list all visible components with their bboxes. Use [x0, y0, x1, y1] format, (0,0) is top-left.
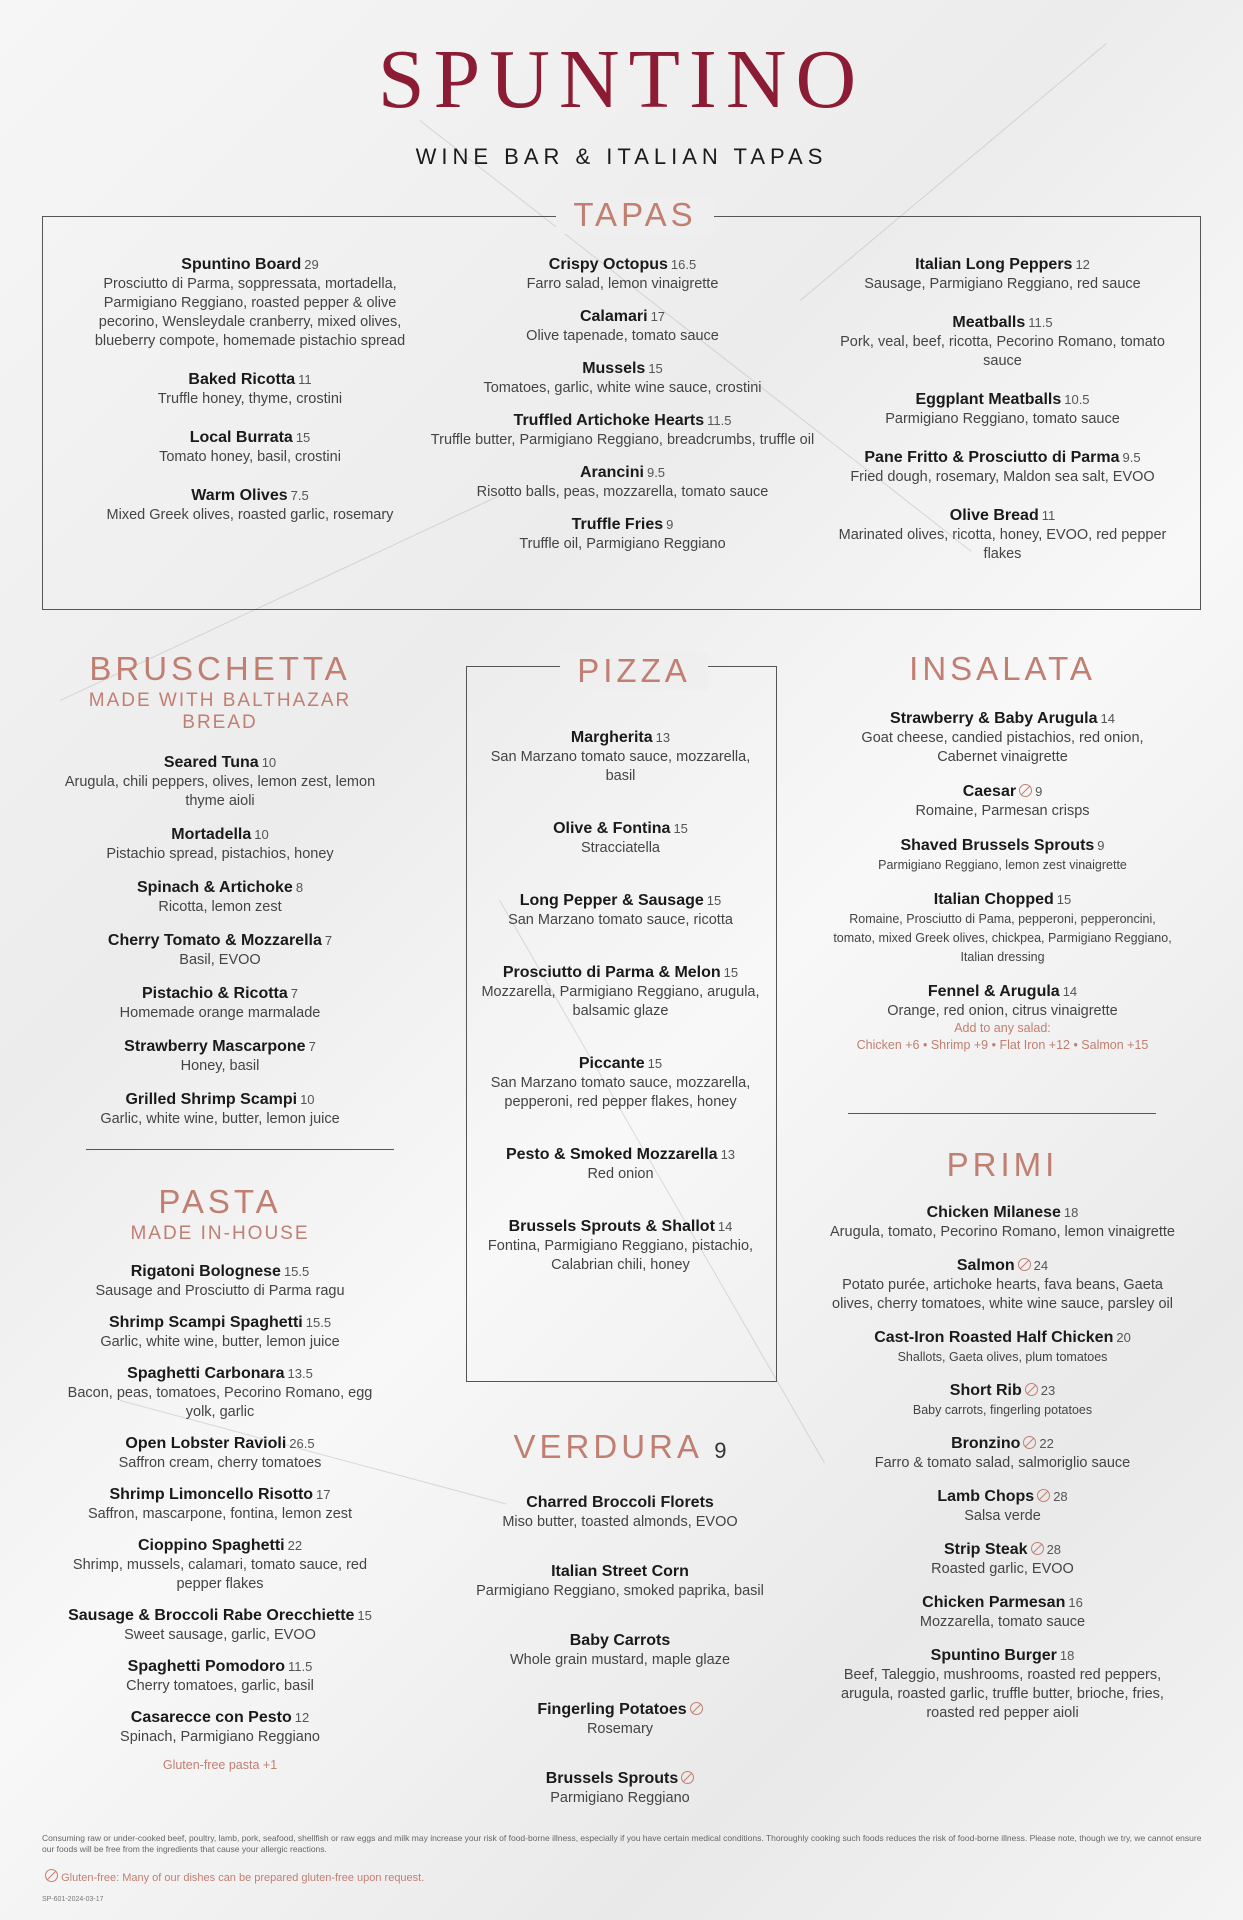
item-price: 13	[720, 1147, 736, 1162]
item-description: Roasted garlic, EVOO	[931, 1561, 1074, 1577]
item-price: 17	[650, 309, 666, 324]
item-price: 18	[1063, 1205, 1079, 1220]
item-description: Whole grain mustard, maple glaze	[509, 1652, 731, 1668]
footer	[42, 1833, 1202, 1905]
item-description: San Marzano tomato sauce, mozzarella, basil	[490, 749, 751, 784]
menu-item	[420, 464, 825, 502]
item-description: Romaine, Prosciutto di Pama, pepperoni, pepperoncini, tomato, mixed Greek olives, chickpea, Parmigiano Reggiano, Italian dressing	[833, 912, 1172, 964]
item-name: Eggplant Meatballs	[915, 391, 1062, 408]
item-name: Truffled Artichoke Hearts	[513, 412, 705, 429]
item-description: Prosciutto di Parma, soppressata, mortadella, Parmigiano Reggiano, roasted pepper & olive pecorino, Wensleydale cranberry, mixed olives, blueberry compote, homemade pistachio spread	[94, 276, 406, 349]
item-name: Meatballs	[952, 314, 1026, 331]
item-description: Shrimp, mussels, calamari, tomato sauce, red pepper flakes	[72, 1557, 368, 1592]
footer-code: SP-601-2024-03-17	[42, 1896, 104, 1903]
item-price: 28	[1053, 1489, 1068, 1504]
item-price: 16.5	[670, 257, 697, 272]
item-price: 7	[308, 1039, 316, 1054]
tapas-col-3	[830, 256, 1175, 584]
item-name: Fingerling Potatoes	[537, 1701, 687, 1718]
item-name: Chicken Milanese	[926, 1204, 1061, 1221]
primi-section	[830, 1146, 1175, 1738]
item-name: Baked Ricotta	[188, 371, 296, 388]
item-description: Sweet sausage, garlic, EVOO	[124, 1627, 316, 1643]
item-price: 18	[1059, 1648, 1075, 1663]
menu-item	[830, 1488, 1175, 1526]
item-price: 10	[300, 1092, 315, 1107]
item-description: Garlic, white wine, butter, lemon juice	[100, 1111, 340, 1127]
item-name: Short Rib	[949, 1382, 1022, 1399]
menu-item	[420, 360, 825, 398]
item-name: Pistachio & Ricotta	[141, 985, 288, 1002]
item-price: 15	[673, 821, 688, 836]
item-name: Crispy Octopus	[548, 256, 668, 273]
gluten-free-icon	[1025, 1383, 1038, 1396]
menu-item	[830, 1435, 1175, 1473]
insalata-section	[830, 650, 1175, 1052]
item-price: 15.5	[305, 1315, 332, 1330]
menu-item	[476, 1218, 765, 1275]
item-description: Sausage, Parmigiano Reggiano, red sauce	[864, 276, 1141, 292]
item-description: Marinated olives, ricotta, honey, EVOO, red pepper flakes	[838, 527, 1167, 562]
menu-item	[60, 1537, 380, 1594]
item-description: Pork, veal, beef, ricotta, Pecorino Romano, tomato sauce	[840, 334, 1165, 369]
item-name: Shaved Brussels Sprouts	[900, 837, 1095, 854]
menu-item	[420, 516, 825, 554]
pizza-title: PIZZA	[560, 652, 708, 690]
item-name: Truffle Fries	[571, 516, 664, 533]
item-description: Mixed Greek olives, roasted garlic, rosemary	[106, 507, 394, 523]
gluten-free-icon	[1023, 1436, 1036, 1449]
menu-item	[830, 783, 1175, 821]
item-price: 9	[1097, 838, 1105, 853]
item-description: Basil, EVOO	[179, 952, 261, 968]
item-price: 15	[295, 430, 311, 445]
item-price: 14	[1100, 711, 1115, 726]
item-price: 15.5	[283, 1264, 310, 1279]
menu-item	[830, 256, 1175, 294]
pasta-section	[60, 1183, 380, 1772]
item-name: Strawberry & Baby Arugula	[890, 710, 1098, 727]
item-description: Parmigiano Reggiano, tomato sauce	[885, 411, 1120, 427]
gluten-free-icon	[1037, 1489, 1050, 1502]
menu-item	[476, 964, 765, 1021]
item-description: Tomatoes, garlic, white wine sauce, crostini	[483, 380, 762, 396]
item-name: Arancini	[579, 464, 644, 481]
menu-item	[476, 1146, 765, 1184]
item-price: 15	[357, 1608, 372, 1623]
item-name: Casarecce con Pesto	[130, 1709, 292, 1726]
item-description: Parmigiano Reggiano	[550, 1790, 690, 1806]
menu-item	[80, 371, 420, 409]
item-name: Pesto & Smoked Mozzarella	[505, 1146, 718, 1163]
menu-item	[830, 1329, 1175, 1367]
menu-item	[830, 837, 1175, 875]
item-description: Mozzarella, Parmigiano Reggiano, arugula, balsamic glaze	[481, 984, 760, 1019]
item-price: 20	[1116, 1330, 1131, 1345]
item-description: Romaine, Parmesan crisps	[915, 803, 1090, 819]
item-name: Strip Steak	[943, 1541, 1028, 1558]
item-name: Warm Olives	[191, 487, 288, 504]
item-name: Sausage & Broccoli Rabe Orecchiette	[68, 1607, 355, 1624]
item-description: Saffron, mascarpone, fontina, lemon zest	[87, 1506, 353, 1522]
bruschetta-section	[60, 650, 380, 1144]
item-name: Seared Tuna	[163, 754, 259, 771]
item-description: Truffle butter, Parmigiano Reggiano, breadcrumbs, truffle oil	[430, 432, 815, 448]
item-name: Cast-Iron Roasted Half Chicken	[874, 1329, 1114, 1346]
item-price: 14	[717, 1219, 733, 1234]
item-name: Italian Chopped	[933, 891, 1054, 908]
menu-item	[450, 1632, 790, 1670]
item-price: 10	[254, 827, 269, 842]
item-description: Olive tapenade, tomato sauce	[526, 328, 719, 344]
item-description: Saffron cream, cherry tomatoes	[118, 1455, 322, 1471]
item-name: Spinach & Artichoke	[136, 879, 293, 896]
item-price: 29	[304, 257, 319, 272]
item-description: Sausage and Prosciutto di Parma ragu	[95, 1283, 345, 1299]
pasta-title: PASTA	[158, 1183, 282, 1220]
item-price: 12	[294, 1710, 310, 1725]
menu-item	[476, 729, 765, 786]
item-description: Risotto balls, peas, mozzarella, tomato sauce	[476, 484, 769, 500]
menu-item	[60, 985, 380, 1023]
item-name: Mortadella	[171, 826, 252, 843]
menu-item	[80, 487, 420, 525]
menu-item	[60, 1365, 380, 1422]
item-name: Pane Fritto & Prosciutto di Parma	[864, 449, 1120, 466]
item-name: Grilled Shrimp Scampi	[125, 1091, 298, 1108]
item-name: Spaghetti Carbonara	[127, 1365, 285, 1382]
item-description: Bacon, peas, tomatoes, Pecorino Romano, egg yolk, garlic	[67, 1385, 373, 1420]
insalata-add-options: Chicken +6 • Shrimp +9 • Flat Iron +12 • Salmon +15	[856, 1038, 1149, 1052]
menu-item	[60, 879, 380, 917]
item-name: Lamb Chops	[937, 1488, 1035, 1505]
menu-item	[60, 1486, 380, 1524]
item-price: 13	[655, 730, 671, 745]
verdura-section	[450, 1428, 790, 1839]
item-price: 9	[666, 517, 674, 532]
tapas-col-2	[420, 256, 825, 568]
menu-item	[830, 507, 1175, 564]
pasta-list	[60, 1263, 380, 1747]
header	[0, 33, 1243, 170]
menu-item	[80, 429, 420, 467]
brand-logo: SPUNTINO	[377, 33, 866, 126]
item-price: 15	[706, 893, 722, 908]
item-price: 14	[1062, 984, 1078, 999]
item-price: 9.5	[646, 465, 666, 480]
menu-item	[476, 892, 765, 930]
item-price: 11	[298, 372, 312, 387]
item-description: San Marzano tomato sauce, ricotta	[508, 912, 733, 928]
item-description: Baby carrots, fingerling potatoes	[912, 1403, 1093, 1417]
item-price: 13.5	[287, 1366, 313, 1381]
item-description: Arugula, tomato, Pecorino Romano, lemon vinaigrette	[830, 1224, 1175, 1240]
footer-disclaimer: Consuming raw or under-cooked beef, poultry, lamb, pork, seafood, shellfish or raw eggs and milk may increase your risk of food-borne illness, especially if you have certain medical conditions. Thoroughly cooking such foods reduces the risk of food-borne illness. Please note, though we try, we cannot ensure our foods will be free from the ingredients that cause your allergic reactions.	[42, 1833, 1202, 1854]
item-description: Rosemary	[586, 1721, 654, 1737]
menu-item	[476, 1055, 765, 1112]
bruschetta-title: BRUSCHETTA	[89, 650, 351, 687]
insalata-add-label: Add to any salad:	[954, 1021, 1051, 1035]
item-name: Strawberry Mascarpone	[124, 1038, 306, 1055]
menu-item	[830, 1257, 1175, 1314]
item-name: Olive & Fontina	[553, 820, 671, 837]
item-name: Shrimp Scampi Spaghetti	[108, 1314, 303, 1331]
menu-item	[450, 1494, 790, 1532]
gluten-free-icon	[1019, 784, 1032, 797]
item-description: Parmigiano Reggiano, lemon zest vinaigrette	[878, 858, 1127, 872]
menu-item	[830, 1594, 1175, 1632]
gluten-free-icon	[690, 1702, 703, 1715]
item-name: Baby Carrots	[569, 1632, 671, 1649]
menu-item	[60, 826, 380, 864]
item-name: Fennel & Arugula	[927, 983, 1060, 1000]
menu-item	[60, 932, 380, 970]
item-description: Fontina, Parmigiano Reggiano, pistachio, Calabrian chili, honey	[487, 1238, 754, 1273]
item-description: Cherry tomatoes, garlic, basil	[126, 1678, 314, 1694]
menu-item	[830, 891, 1175, 967]
item-name: Calamari	[579, 308, 648, 325]
verdura-list	[450, 1494, 790, 1808]
footer-gluten-note: Gluten-free: Many of our dishes can be prepared gluten-free upon request.	[61, 1872, 425, 1884]
menu-item	[420, 308, 825, 346]
item-description: Potato purée, artichoke hearts, fava beans, Gaeta olives, cherry tomatoes, white wine sauce, parsley oil	[832, 1277, 1173, 1312]
item-price: 15	[723, 965, 739, 980]
menu-item	[60, 1263, 380, 1301]
item-name: Mussels	[582, 360, 646, 377]
item-name: Olive Bread	[949, 507, 1039, 524]
item-price: 11	[1041, 508, 1056, 523]
item-price: 15	[648, 361, 663, 376]
menu-item	[60, 1709, 380, 1747]
item-name: Spuntino Burger	[930, 1647, 1057, 1664]
item-price: 26.5	[289, 1436, 315, 1451]
insalata-list	[830, 710, 1175, 1021]
item-price: 9.5	[1122, 450, 1141, 465]
verdura-title: VERDURA	[513, 1428, 702, 1465]
item-price: 22	[287, 1538, 303, 1553]
menu-item	[450, 1701, 790, 1739]
item-price: 10	[261, 755, 277, 770]
item-name: Bronzino	[951, 1435, 1021, 1452]
item-description: Beef, Taleggio, mushrooms, roasted red peppers, arugula, roasted garlic, truffle butter, brioche, fries, roasted red pepper aioli	[841, 1667, 1164, 1721]
item-name: Spaghetti Pomodoro	[127, 1658, 285, 1675]
divider-right	[848, 1113, 1156, 1114]
menu-item	[830, 1382, 1175, 1420]
item-description: Goat cheese, candied pistachios, red onion, Cabernet vinaigrette	[861, 730, 1144, 765]
item-name: Caesar	[962, 783, 1017, 800]
item-name: Margherita	[570, 729, 653, 746]
item-name: Brussels Sprouts & Shallot	[508, 1218, 715, 1235]
menu-item	[830, 391, 1175, 429]
item-description: Arugula, chili peppers, olives, lemon zest, lemon thyme aioli	[64, 774, 376, 809]
item-name: Piccante	[578, 1055, 645, 1072]
gluten-free-icon	[1018, 1258, 1031, 1271]
item-name: Salmon	[956, 1257, 1015, 1274]
item-price: 7	[290, 986, 299, 1001]
item-price: 23	[1040, 1383, 1056, 1398]
item-name: Charred Broccoli Florets	[526, 1494, 714, 1511]
item-description: Homemade orange marmalade	[119, 1005, 321, 1021]
item-name: Shrimp Limoncello Risotto	[109, 1486, 314, 1503]
item-price: 24	[1033, 1258, 1049, 1273]
item-price: 28	[1046, 1542, 1062, 1557]
item-name: Italian Street Corn	[551, 1563, 689, 1580]
gluten-free-icon	[45, 1869, 58, 1882]
item-description: Truffle oil, Parmigiano Reggiano	[519, 536, 726, 552]
tapas-col-1	[80, 256, 420, 545]
menu-item	[830, 1204, 1175, 1242]
item-description: Stracciatella	[581, 840, 660, 856]
menu-item	[830, 314, 1175, 371]
menu-item	[60, 1607, 380, 1645]
item-name: Spuntino Board	[181, 256, 302, 273]
item-name: Rigatoni Bolognese	[130, 1263, 281, 1280]
item-price: 11.5	[287, 1659, 313, 1674]
item-price: 15	[647, 1056, 663, 1071]
item-price: 11.5	[707, 413, 732, 428]
item-price: 7	[324, 933, 333, 948]
bruschetta-list	[60, 754, 380, 1129]
menu-item	[450, 1770, 790, 1808]
item-name: Local Burrata	[189, 429, 293, 446]
item-description: Garlic, white wine, butter, lemon juice	[100, 1334, 340, 1350]
verdura-price: 9	[714, 1438, 727, 1463]
item-price: 7.5	[290, 488, 309, 503]
menu-item	[420, 412, 825, 450]
item-name: Cherry Tomato & Mozzarella	[107, 932, 322, 949]
item-description: Truffle honey, thyme, crostini	[157, 391, 343, 407]
tapas-title: TAPAS	[556, 196, 714, 234]
item-price: 22	[1039, 1436, 1054, 1451]
menu-item	[60, 754, 380, 811]
menu-item	[830, 983, 1175, 1021]
item-description: Pistachio spread, pistachios, honey	[106, 846, 334, 862]
pasta-note: Gluten-free pasta +1	[162, 1758, 278, 1772]
item-description: Spinach, Parmigiano Reggiano	[120, 1729, 320, 1745]
item-description: Honey, basil	[180, 1058, 260, 1074]
menu-item	[60, 1435, 380, 1473]
item-description: Fried dough, rosemary, Maldon sea salt, EVOO	[850, 469, 1155, 485]
menu-item	[830, 449, 1175, 487]
item-price: 17	[316, 1487, 331, 1502]
primi-list	[830, 1204, 1175, 1723]
item-description: Farro & tomato salad, salmoriglio sauce	[874, 1455, 1131, 1471]
menu-item	[830, 710, 1175, 767]
item-price: 15	[1056, 892, 1072, 907]
item-description: Orange, red onion, citrus vinaigrette	[887, 1003, 1118, 1019]
item-price: 10.5	[1064, 392, 1090, 407]
menu-item	[80, 256, 420, 351]
pasta-subtitle: MADE IN-HOUSE	[130, 1223, 310, 1244]
gluten-free-icon	[1031, 1542, 1044, 1555]
item-price: 16	[1068, 1595, 1083, 1610]
item-description: Ricotta, lemon zest	[158, 899, 282, 915]
item-name: Long Pepper & Sausage	[519, 892, 704, 909]
pizza-list	[476, 729, 765, 1309]
menu-item	[420, 256, 825, 294]
item-name: Chicken Parmesan	[922, 1594, 1066, 1611]
item-description: Red onion	[587, 1166, 654, 1182]
item-description: Tomato honey, basil, crostini	[159, 449, 341, 465]
item-name: Prosciutto di Parma & Melon	[502, 964, 721, 981]
gluten-free-icon	[681, 1771, 694, 1784]
item-name: Cioppino Spaghetti	[137, 1537, 285, 1554]
item-description: San Marzano tomato sauce, mozzarella, pepperoni, red pepper flakes, honey	[490, 1075, 751, 1110]
menu-item	[476, 820, 765, 858]
item-description: Miso butter, toasted almonds, EVOO	[502, 1514, 738, 1530]
item-description: Shallots, Gaeta olives, plum tomatoes	[897, 1350, 1108, 1364]
item-price: 12	[1075, 257, 1090, 272]
menu-item	[830, 1541, 1175, 1579]
primi-title: PRIMI	[946, 1146, 1059, 1183]
menu-item	[60, 1314, 380, 1352]
menu-item	[60, 1038, 380, 1076]
item-description: Farro salad, lemon vinaigrette	[526, 276, 719, 292]
item-price: 9	[1035, 784, 1043, 799]
bruschetta-subtitle: MADE WITH BALTHAZAR BREAD	[88, 690, 352, 733]
item-name: Italian Long Peppers	[915, 256, 1073, 273]
menu-item	[60, 1091, 380, 1129]
item-description: Mozzarella, tomato sauce	[919, 1614, 1086, 1630]
item-price: 8	[295, 880, 304, 895]
item-price: 11.5	[1028, 315, 1053, 330]
menu-item	[60, 1658, 380, 1696]
insalata-title: INSALATA	[909, 650, 1096, 687]
menu-item	[450, 1563, 790, 1601]
item-name: Open Lobster Ravioli	[125, 1435, 287, 1452]
menu-item	[830, 1647, 1175, 1723]
item-name: Brussels Sprouts	[545, 1770, 679, 1787]
divider-left	[86, 1149, 394, 1150]
tagline: WINE BAR & ITALIAN TAPAS	[415, 144, 828, 169]
item-description: Salsa verde	[964, 1508, 1041, 1524]
item-description: Parmigiano Reggiano, smoked paprika, basil	[476, 1583, 764, 1599]
